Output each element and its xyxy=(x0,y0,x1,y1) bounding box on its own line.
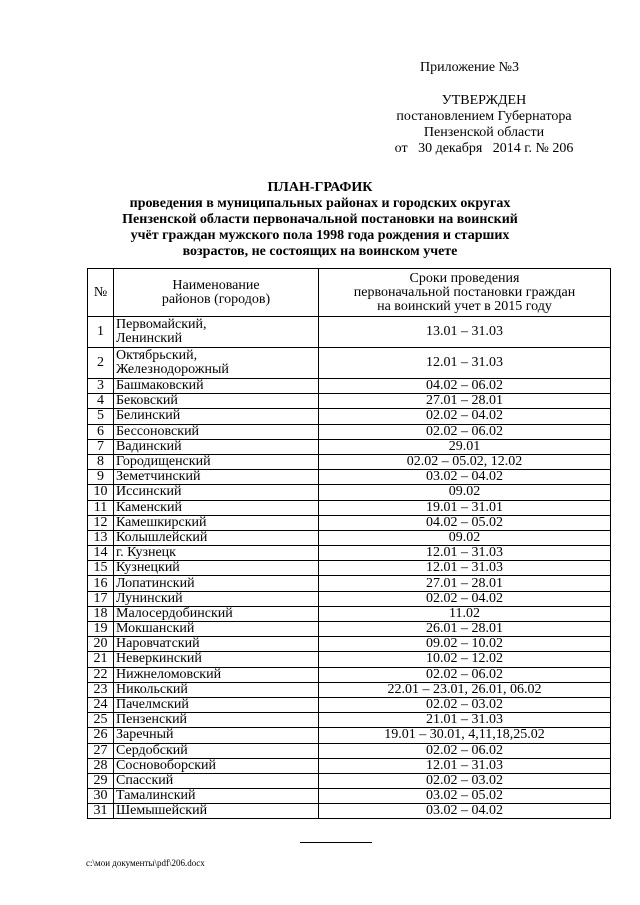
table-row xyxy=(88,424,611,439)
row-dates: 03.02 – 05.02 xyxy=(319,789,611,804)
district-line: г. Кузнецк xyxy=(116,545,176,561)
row-number: 6 xyxy=(88,424,114,439)
row-district xyxy=(114,773,319,788)
table-row xyxy=(88,546,611,561)
table-row xyxy=(88,439,611,454)
district-line: Колышлейский xyxy=(116,529,208,545)
row-district xyxy=(114,697,319,712)
row-district xyxy=(114,637,319,652)
district-line: Бековский xyxy=(116,393,178,409)
row-dates: 02.02 – 04.02 xyxy=(319,591,611,606)
row-dates: 12.01 – 31.03 xyxy=(319,348,611,379)
row-dates: 09.02 – 10.02 xyxy=(319,637,611,652)
row-number: 30 xyxy=(88,789,114,804)
row-district xyxy=(114,667,319,682)
row-district xyxy=(114,789,319,804)
row-district xyxy=(114,713,319,728)
table-row xyxy=(88,591,611,606)
row-district xyxy=(114,470,319,485)
row-number: 28 xyxy=(88,758,114,773)
table-row xyxy=(88,667,611,682)
table-row xyxy=(88,470,611,485)
row-dates: 02.02 – 05.02, 12.02 xyxy=(319,454,611,469)
row-number: 20 xyxy=(88,637,114,652)
row-number: 19 xyxy=(88,622,114,637)
table-row xyxy=(88,485,611,500)
district-line: Пачелмский xyxy=(116,697,189,713)
district-line: Башмаковский xyxy=(116,378,204,394)
row-dates: 03.02 – 04.02 xyxy=(319,804,611,819)
row-dates: 03.02 – 04.02 xyxy=(319,470,611,485)
table-row xyxy=(88,515,611,530)
row-district xyxy=(114,379,319,394)
row-dates: 02.02 – 06.02 xyxy=(319,424,611,439)
title-line: проведения в муниципальных районах и городских округах xyxy=(129,196,511,211)
row-dates: 09.02 xyxy=(319,530,611,545)
row-dates: 26.01 – 28.01 xyxy=(319,622,611,637)
row-district xyxy=(114,439,319,454)
district-line: Каменский xyxy=(116,499,182,515)
row-number: 14 xyxy=(88,546,114,561)
approval-line: от 30 декабря 2014 г. № 206 xyxy=(394,141,574,156)
row-dates: 19.01 – 30.01, 4,11,18,25.02 xyxy=(319,728,611,743)
table-body xyxy=(88,317,611,819)
row-dates: 10.02 – 12.02 xyxy=(319,652,611,667)
header-dates-line: Сроки проведения xyxy=(409,270,520,286)
title-line: ПЛАН-ГРАФИК xyxy=(267,180,373,195)
district-line: Кузнецкий xyxy=(116,560,180,576)
district-line: Спасский xyxy=(116,772,174,788)
row-number: 8 xyxy=(88,454,114,469)
header-name-line: Наименование xyxy=(172,277,260,293)
row-dates: 02.02 – 06.02 xyxy=(319,743,611,758)
table-row xyxy=(88,409,611,424)
district-line: Нижнеломовский xyxy=(116,666,222,682)
schedule-table xyxy=(87,268,611,819)
header-num: № xyxy=(88,269,114,317)
row-dates: 09.02 xyxy=(319,485,611,500)
row-district xyxy=(114,606,319,621)
row-dates: 12.01 – 31.03 xyxy=(319,546,611,561)
table-row xyxy=(88,606,611,621)
table-row xyxy=(88,637,611,652)
row-dates: 27.01 – 28.01 xyxy=(319,394,611,409)
row-district xyxy=(114,728,319,743)
row-dates: 13.01 – 31.03 xyxy=(319,317,611,348)
header-dates-line: первоначальной постановки граждан xyxy=(353,284,576,300)
table-row xyxy=(88,682,611,697)
district-line: Городищенский xyxy=(116,454,211,470)
row-district xyxy=(114,530,319,545)
appendix-label: Приложение №3 xyxy=(420,60,519,75)
row-dates: 22.01 – 23.01, 26.01, 06.02 xyxy=(319,682,611,697)
district-line: Бессоновский xyxy=(116,423,200,439)
row-district xyxy=(114,561,319,576)
district-line: Белинский xyxy=(116,408,181,424)
table-row xyxy=(88,804,611,819)
row-number: 9 xyxy=(88,470,114,485)
row-district xyxy=(114,682,319,697)
row-number: 22 xyxy=(88,667,114,682)
table-header-row xyxy=(88,269,611,317)
district-line: Сердобский xyxy=(116,742,188,758)
row-district xyxy=(114,454,319,469)
row-number: 17 xyxy=(88,591,114,606)
district-line: Лопатинский xyxy=(116,575,195,591)
approval-line: Пензенской области xyxy=(423,125,545,140)
table-row xyxy=(88,713,611,728)
title-line: Пензенской области первоначальной постановки на воинский xyxy=(122,212,518,227)
row-dates: 02.02 – 04.02 xyxy=(319,409,611,424)
table-row xyxy=(88,622,611,637)
district-line: Тамалинский xyxy=(116,788,196,804)
district-line: Неверкинский xyxy=(116,651,202,667)
table-row xyxy=(88,697,611,712)
row-district xyxy=(114,409,319,424)
row-district xyxy=(114,424,319,439)
approval-line: УТВЕРЖДЕН xyxy=(441,93,527,108)
row-dates: 21.01 – 31.03 xyxy=(319,713,611,728)
row-number: 31 xyxy=(88,804,114,819)
row-number: 21 xyxy=(88,652,114,667)
table-row xyxy=(88,773,611,788)
row-number: 3 xyxy=(88,379,114,394)
district-line: Вадинский xyxy=(116,438,182,454)
header-name-line: районов (городов) xyxy=(161,291,271,307)
row-dates: 02.02 – 03.02 xyxy=(319,773,611,788)
table-row xyxy=(88,758,611,773)
district-line: Лунинский xyxy=(116,590,183,606)
district-line: Никольский xyxy=(116,681,188,697)
district-line: Заречный xyxy=(116,727,174,743)
row-dates: 12.01 – 31.03 xyxy=(319,758,611,773)
row-number: 24 xyxy=(88,697,114,712)
row-dates: 29.01 xyxy=(319,439,611,454)
table-row xyxy=(88,317,611,348)
row-district xyxy=(114,515,319,530)
table-row xyxy=(88,454,611,469)
table-row xyxy=(88,576,611,591)
table-row xyxy=(88,652,611,667)
row-dates: 11.02 xyxy=(319,606,611,621)
district-line: Иссинский xyxy=(116,484,182,500)
row-number: 2 xyxy=(88,348,114,379)
title-line: возрастов, не состоящих на воинском учете xyxy=(182,244,458,259)
file-path: c:\мои документы\pdf\206.docx xyxy=(86,858,205,868)
row-number: 11 xyxy=(88,500,114,515)
footer-rule xyxy=(300,842,372,843)
district-line: Ленинский xyxy=(116,331,183,346)
row-number: 26 xyxy=(88,728,114,743)
row-dates: 04.02 – 05.02 xyxy=(319,515,611,530)
row-number: 25 xyxy=(88,713,114,728)
row-dates: 12.01 – 31.03 xyxy=(319,561,611,576)
district-line: Мокшанский xyxy=(116,621,195,637)
row-number: 1 xyxy=(88,317,114,348)
table-row xyxy=(88,561,611,576)
title-line: учёт граждан мужского пола 1998 года рождения и старших xyxy=(130,228,510,243)
table-row xyxy=(88,728,611,743)
header-dates xyxy=(319,269,611,317)
row-district xyxy=(114,804,319,819)
approval-block xyxy=(360,93,608,157)
row-dates: 27.01 – 28.01 xyxy=(319,576,611,591)
row-number: 13 xyxy=(88,530,114,545)
row-number: 29 xyxy=(88,773,114,788)
row-dates: 04.02 – 06.02 xyxy=(319,379,611,394)
row-number: 7 xyxy=(88,439,114,454)
table-row xyxy=(88,743,611,758)
row-district xyxy=(114,743,319,758)
row-district xyxy=(114,622,319,637)
row-dates: 19.01 – 31.01 xyxy=(319,500,611,515)
approval-line: постановлением Губернатора xyxy=(396,109,572,124)
row-district xyxy=(114,485,319,500)
district-line: Земетчинский xyxy=(116,469,201,485)
table-row xyxy=(88,348,611,379)
district-line: Пензенский xyxy=(116,712,188,728)
table-row xyxy=(88,394,611,409)
row-dates: 02.02 – 03.02 xyxy=(319,697,611,712)
row-district xyxy=(114,591,319,606)
row-district xyxy=(114,546,319,561)
row-district xyxy=(114,394,319,409)
district-line: Сосновоборский xyxy=(116,757,217,773)
district-line: Октябрьский, xyxy=(116,348,198,363)
row-district xyxy=(114,758,319,773)
row-number: 4 xyxy=(88,394,114,409)
row-number: 18 xyxy=(88,606,114,621)
header-name xyxy=(114,269,319,317)
table-row xyxy=(88,530,611,545)
row-district xyxy=(114,348,319,379)
document-title xyxy=(100,180,540,260)
row-dates: 02.02 – 06.02 xyxy=(319,667,611,682)
district-line: Наровчатский xyxy=(116,636,200,652)
row-district xyxy=(114,576,319,591)
district-line: Железнодорожный xyxy=(116,362,229,377)
row-number: 16 xyxy=(88,576,114,591)
row-number: 27 xyxy=(88,743,114,758)
table-row xyxy=(88,500,611,515)
row-number: 12 xyxy=(88,515,114,530)
row-district xyxy=(114,317,319,348)
row-district xyxy=(114,652,319,667)
district-line: Первомайский, xyxy=(116,317,207,332)
row-number: 10 xyxy=(88,485,114,500)
row-number: 23 xyxy=(88,682,114,697)
row-number: 15 xyxy=(88,561,114,576)
district-line: Малосердобинский xyxy=(116,605,233,621)
header-dates-line: на воинский учет в 2015 году xyxy=(377,298,552,314)
district-line: Шемышейский xyxy=(116,803,208,819)
table-row xyxy=(88,379,611,394)
row-district xyxy=(114,500,319,515)
row-number: 5 xyxy=(88,409,114,424)
table-row xyxy=(88,789,611,804)
district-line: Камешкирский xyxy=(116,514,207,530)
